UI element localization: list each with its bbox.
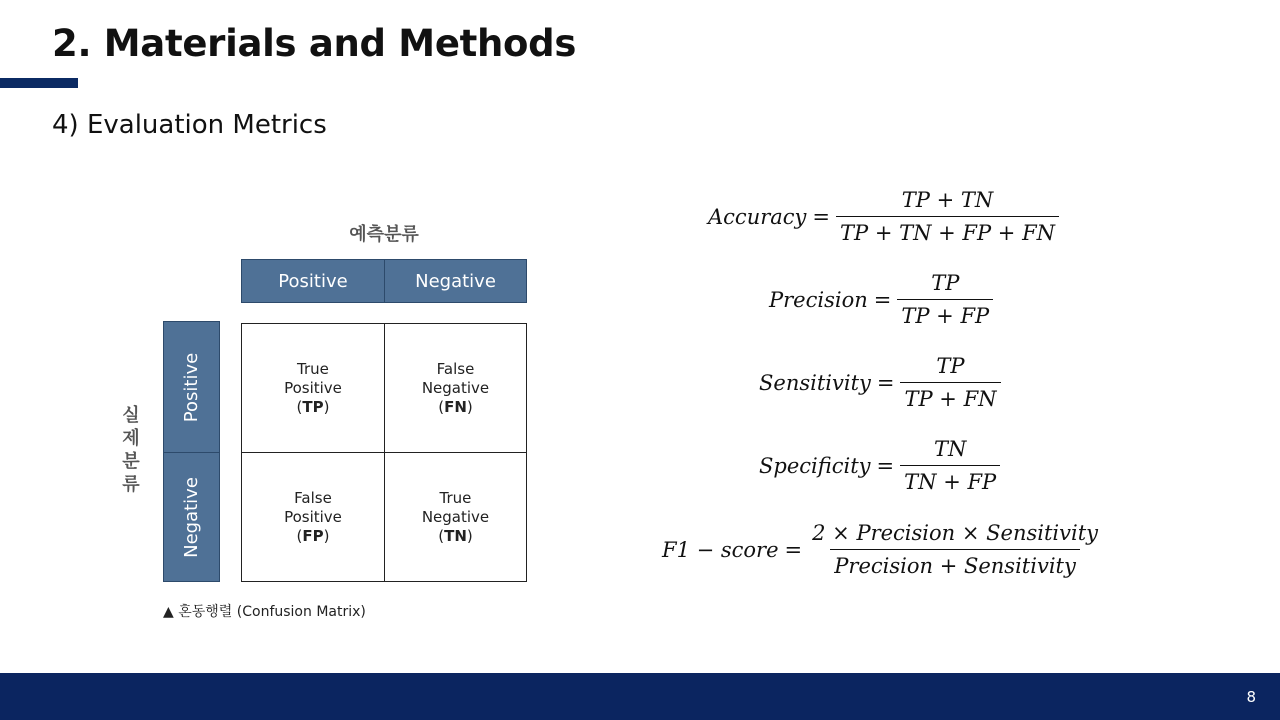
cell-tp-line1: True bbox=[297, 359, 329, 378]
matrix-cell-false-positive: False Positive (FP) bbox=[241, 452, 385, 582]
equals-sign: = bbox=[876, 370, 895, 395]
cell-fp-line1: False bbox=[294, 488, 332, 507]
sensitivity-denominator: TP + FN bbox=[900, 382, 1000, 411]
accuracy-lhs: Accuracy bbox=[708, 204, 807, 229]
f1-fraction bbox=[808, 521, 1102, 578]
section-title: 4) Evaluation Metrics bbox=[52, 110, 327, 140]
accuracy-denominator: TP + TN + FP + FN bbox=[836, 216, 1059, 245]
row-header-negative-text: Negative bbox=[181, 476, 202, 558]
precision-fraction bbox=[897, 271, 993, 328]
f1-lhs: F1 − score bbox=[662, 537, 779, 562]
specificity-formula bbox=[759, 437, 1000, 494]
equals-sign: = bbox=[873, 287, 892, 312]
matrix-cell-true-negative: True Negative (TN) bbox=[384, 452, 527, 582]
precision-lhs: Precision bbox=[769, 287, 868, 312]
title-accent-bar bbox=[0, 78, 78, 88]
sensitivity-formula bbox=[759, 354, 1001, 411]
cell-fp-line2: Positive bbox=[284, 507, 342, 526]
cell-tp-abbr: TP bbox=[302, 397, 324, 416]
column-header-negative bbox=[384, 259, 527, 303]
cell-tn-abbr: TN bbox=[444, 526, 467, 545]
page-number: 8 bbox=[1246, 688, 1256, 706]
sensitivity-numerator: TP bbox=[936, 354, 965, 378]
accuracy-numerator: TP + TN bbox=[901, 188, 994, 212]
equals-sign: = bbox=[784, 537, 803, 562]
cell-fp-abbr: FP bbox=[302, 526, 324, 545]
f1-denominator: Precision + Sensitivity bbox=[830, 549, 1080, 578]
accuracy-formula bbox=[708, 188, 1059, 245]
matrix-cell-false-negative: False Negative (FN) bbox=[384, 323, 527, 453]
sensitivity-fraction bbox=[900, 354, 1000, 411]
specificity-denominator: TN + FP bbox=[900, 465, 1000, 494]
precision-formula bbox=[769, 271, 993, 328]
column-header-positive bbox=[241, 259, 385, 303]
cell-fn-line2: Negative bbox=[421, 378, 490, 397]
row-header-negative bbox=[163, 452, 220, 582]
precision-denominator: TP + FP bbox=[897, 299, 993, 328]
row-header-positive-text: Positive bbox=[181, 352, 203, 422]
equals-sign: = bbox=[812, 204, 831, 229]
slide-title: 2. Materials and Methods bbox=[52, 22, 577, 65]
footer-bar bbox=[0, 673, 1280, 720]
actual-class-label: 실제분류 bbox=[122, 405, 140, 495]
cell-tp-line2: Positive bbox=[284, 378, 342, 397]
sensitivity-lhs: Sensitivity bbox=[759, 370, 871, 395]
predicted-class-label: 예측분류 bbox=[349, 224, 419, 245]
accuracy-fraction bbox=[836, 188, 1059, 245]
cell-tn-line1: True bbox=[439, 488, 472, 507]
specificity-fraction bbox=[900, 437, 1000, 494]
f1-score-formula bbox=[662, 521, 1102, 578]
row-header-positive bbox=[163, 321, 220, 453]
cell-fn-abbr: FN bbox=[444, 397, 467, 416]
column-header-negative-text: Negative bbox=[415, 270, 496, 292]
cell-fn-line1: False bbox=[436, 359, 475, 378]
column-header-positive-text: Positive bbox=[278, 270, 348, 292]
equals-sign: = bbox=[876, 453, 895, 478]
f1-numerator: 2 × Precision × Sensitivity bbox=[812, 521, 1098, 545]
precision-numerator: TP bbox=[931, 271, 960, 295]
matrix-cell-true-positive: True Positive (TP) bbox=[241, 323, 385, 453]
specificity-numerator: TN bbox=[933, 437, 967, 461]
confusion-matrix-caption: ▲ 혼동행렬 (Confusion Matrix) bbox=[163, 604, 366, 620]
specificity-lhs: Specificity bbox=[759, 453, 871, 478]
cell-tn-line2: Negative bbox=[421, 507, 490, 526]
